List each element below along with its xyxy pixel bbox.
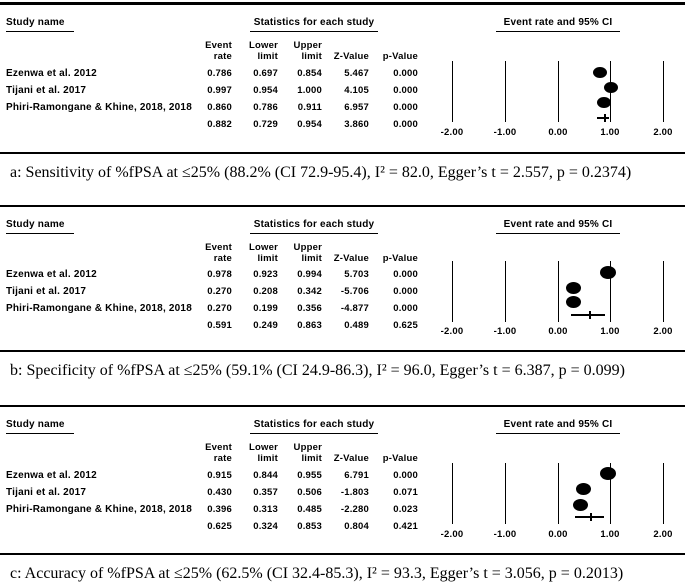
event-rate-value: 0.997 [207, 85, 232, 96]
study-point-marker [573, 499, 588, 511]
axis-gridline [558, 61, 559, 122]
col-header-line: Upper [293, 242, 322, 253]
study-name-column-header: Study name [6, 419, 74, 434]
lower-limit-value: 0.844 [253, 470, 278, 481]
col-header-line: Lower [249, 40, 278, 51]
col-header-lower-limit [234, 240, 278, 264]
summary-row [0, 116, 430, 133]
col-header-line: p-Value [382, 253, 418, 264]
lower-limit-value: 0.729 [253, 119, 278, 130]
lower-limit-value: 0.923 [253, 269, 278, 280]
axis-gridline [505, 61, 506, 122]
col-header-line: Upper [293, 442, 322, 453]
axis-tick-label: -2.00 [440, 529, 464, 540]
upper-limit-value: 0.342 [297, 286, 322, 297]
summary-row [0, 518, 430, 535]
study-row [0, 82, 430, 99]
axis-gridline [663, 261, 664, 322]
event-rate-value: 0.882 [207, 119, 232, 130]
axis-tick-label: -1.00 [493, 326, 517, 337]
study-point-marker [604, 82, 618, 93]
p-value: 0.000 [393, 85, 418, 96]
panel-c [0, 405, 685, 553]
col-header-line: Z-Value [333, 51, 369, 62]
z-value: 0.489 [344, 320, 369, 331]
panel-a [0, 2, 685, 152]
event-rate-value: 0.396 [207, 504, 232, 515]
study-name: Ezenwa et al. 2012 [6, 68, 97, 79]
study-point-marker [597, 97, 611, 108]
col-header-line: limit [257, 51, 278, 62]
col-header-line: p-Value [382, 51, 418, 62]
col-header-line: Event [205, 242, 232, 253]
lower-limit-value: 0.357 [253, 487, 278, 498]
lower-limit-value: 0.954 [253, 85, 278, 96]
panel-b [0, 205, 685, 350]
col-header-line: Upper [293, 40, 322, 51]
ci-plot-section-header: Event rate and 95% CI [496, 219, 620, 234]
col-header-line: limit [301, 253, 322, 264]
col-header-line: Event [205, 442, 232, 453]
event-rate-value: 0.270 [207, 303, 232, 314]
p-value: 0.000 [393, 102, 418, 113]
col-header-line: limit [257, 453, 278, 464]
summary-ci-line [597, 117, 609, 119]
p-value: 0.000 [393, 119, 418, 130]
study-name: Ezenwa et al. 2012 [6, 470, 97, 481]
study-row [0, 501, 430, 518]
col-header-line: Z-Value [333, 253, 369, 264]
z-value: -5.706 [340, 286, 369, 297]
study-point-marker [600, 467, 616, 480]
study-point-marker [593, 67, 607, 78]
study-point-marker [566, 282, 581, 294]
event-rate-value: 0.978 [207, 269, 232, 280]
study-point-marker [600, 266, 616, 279]
study-row [0, 266, 430, 283]
axis-gridline [558, 463, 559, 524]
study-name-column-header: Study name [6, 17, 74, 32]
lower-limit-value: 0.324 [253, 521, 278, 532]
col-header-event-rate [186, 240, 232, 264]
z-value: 5.703 [344, 269, 369, 280]
study-name: Phiri-Ramongane & Khine, 2018, 2018 [6, 303, 192, 314]
col-header-line: p-Value [382, 453, 418, 464]
z-value: 6.957 [344, 102, 369, 113]
study-name-column-header: Study name [6, 219, 74, 234]
summary-point-marker [604, 114, 606, 122]
upper-limit-value: 0.863 [297, 320, 322, 331]
upper-limit-value: 0.954 [297, 119, 322, 130]
event-rate-value: 0.591 [207, 320, 232, 331]
col-header-lower-limit [234, 38, 278, 62]
study-name: Tijani et al. 2017 [6, 487, 87, 498]
axis-tick-label: 1.00 [600, 326, 620, 337]
axis-tick-label: 1.00 [600, 529, 620, 540]
stats-section-header: Statistics for each study [250, 219, 378, 234]
axis-tick-label: 0.00 [548, 127, 568, 138]
study-name: Phiri-Ramongane & Khine, 2018, 2018 [6, 504, 192, 515]
z-value: -1.803 [340, 487, 369, 498]
caption-a: a: Sensitivity of %fPSA at ≤25% (88.2% (CI 72.9-95.4), I² = 82.0, Egger’s t = 2.557, p = 0.2374) [0, 152, 685, 205]
upper-limit-value: 0.994 [297, 269, 322, 280]
lower-limit-value: 0.208 [253, 286, 278, 297]
p-value: 0.625 [393, 320, 418, 331]
axis-tick-label: 0.00 [548, 326, 568, 337]
z-value: 3.860 [344, 119, 369, 130]
col-header-event-rate [186, 440, 232, 464]
col-header-p-value [370, 240, 418, 264]
col-header-line: limit [301, 453, 322, 464]
upper-limit-value: 0.854 [297, 68, 322, 79]
col-header-line: limit [257, 253, 278, 264]
col-header-upper-limit [278, 38, 322, 62]
axis-gridline [452, 61, 453, 122]
upper-limit-value: 0.356 [297, 303, 322, 314]
summary-point-marker [589, 311, 591, 319]
event-rate-value: 0.270 [207, 286, 232, 297]
col-header-p-value [370, 38, 418, 62]
axis-tick-label: -2.00 [440, 127, 464, 138]
col-header-upper-limit [278, 440, 322, 464]
caption-c: c: Accuracy of %fPSA at ≤25% (62.5% (CI 32.4-85.3), I² = 93.3, Egger’s t = 3.056, p = 0.2013) [0, 553, 685, 585]
lower-limit-value: 0.249 [253, 320, 278, 331]
summary-ci-line [571, 314, 605, 316]
p-value: 0.000 [393, 470, 418, 481]
col-header-line: Z-Value [333, 453, 369, 464]
lower-limit-value: 0.199 [253, 303, 278, 314]
event-rate-value: 0.915 [207, 470, 232, 481]
event-rate-value: 0.860 [207, 102, 232, 113]
study-row [0, 467, 430, 484]
col-header-line: limit [301, 51, 322, 62]
col-header-p-value [370, 440, 418, 464]
study-row [0, 283, 430, 300]
stats-section-header: Statistics for each study [250, 419, 378, 434]
upper-limit-value: 0.955 [297, 470, 322, 481]
caption-b: b: Specificity of %fPSA at ≤25% (59.1% (CI 24.9-86.3), I² = 96.0, Egger’s t = 6.387, p = 0.099) [0, 350, 685, 405]
p-value: 0.023 [393, 504, 418, 515]
col-header-lower-limit [234, 440, 278, 464]
col-header-line: rate [213, 253, 232, 264]
study-name: Tijani et al. 2017 [6, 85, 87, 96]
ci-plot-section-header: Event rate and 95% CI [496, 17, 620, 32]
study-row [0, 65, 430, 82]
axis-tick-label: 2.00 [653, 326, 673, 337]
axis-tick-label: 0.00 [548, 529, 568, 540]
summary-point-marker [590, 513, 592, 521]
event-rate-value: 0.430 [207, 487, 232, 498]
study-point-marker [576, 483, 591, 495]
study-name: Tijani et al. 2017 [6, 286, 87, 297]
p-value: 0.000 [393, 68, 418, 79]
axis-gridline [505, 261, 506, 322]
axis-tick-label: 1.00 [600, 127, 620, 138]
axis-gridline [558, 261, 559, 322]
axis-gridline [663, 463, 664, 524]
z-value: 0.804 [344, 521, 369, 532]
col-header-upper-limit [278, 240, 322, 264]
upper-limit-value: 1.000 [297, 85, 322, 96]
p-value: 0.071 [393, 487, 418, 498]
col-header-z-value [322, 240, 369, 264]
lower-limit-value: 0.786 [253, 102, 278, 113]
study-name: Phiri-Ramongane & Khine, 2018, 2018 [6, 102, 192, 113]
axis-gridline [663, 61, 664, 122]
study-row [0, 99, 430, 116]
col-header-line: Lower [249, 442, 278, 453]
event-rate-value: 0.625 [207, 521, 232, 532]
ci-plot-section-header: Event rate and 95% CI [496, 419, 620, 434]
col-header-line: Lower [249, 242, 278, 253]
study-row [0, 484, 430, 501]
p-value: 0.421 [393, 521, 418, 532]
col-header-line: Event [205, 40, 232, 51]
event-rate-value: 0.786 [207, 68, 232, 79]
z-value: -4.877 [340, 303, 369, 314]
study-row [0, 300, 430, 317]
z-value: -2.280 [340, 504, 369, 515]
axis-tick-label: -1.00 [493, 529, 517, 540]
upper-limit-value: 0.911 [297, 102, 322, 113]
stats-section-header: Statistics for each study [250, 17, 378, 32]
lower-limit-value: 0.313 [253, 504, 278, 515]
axis-gridline [505, 463, 506, 524]
upper-limit-value: 0.485 [297, 504, 322, 515]
axis-gridline [452, 261, 453, 322]
col-header-z-value [322, 38, 369, 62]
upper-limit-value: 0.506 [297, 487, 322, 498]
summary-row [0, 317, 430, 334]
z-value: 4.105 [344, 85, 369, 96]
p-value: 0.000 [393, 286, 418, 297]
col-header-line: rate [213, 453, 232, 464]
lower-limit-value: 0.697 [253, 68, 278, 79]
axis-tick-label: 2.00 [653, 529, 673, 540]
z-value: 5.467 [344, 68, 369, 79]
p-value: 0.000 [393, 303, 418, 314]
col-header-event-rate [186, 38, 232, 62]
p-value: 0.000 [393, 269, 418, 280]
upper-limit-value: 0.853 [297, 521, 322, 532]
axis-tick-label: 2.00 [653, 127, 673, 138]
z-value: 6.791 [344, 470, 369, 481]
col-header-z-value [322, 440, 369, 464]
axis-gridline [452, 463, 453, 524]
axis-tick-label: -1.00 [493, 127, 517, 138]
study-point-marker [566, 296, 581, 308]
study-name: Ezenwa et al. 2012 [6, 269, 97, 280]
col-header-line: rate [213, 51, 232, 62]
axis-tick-label: -2.00 [440, 326, 464, 337]
